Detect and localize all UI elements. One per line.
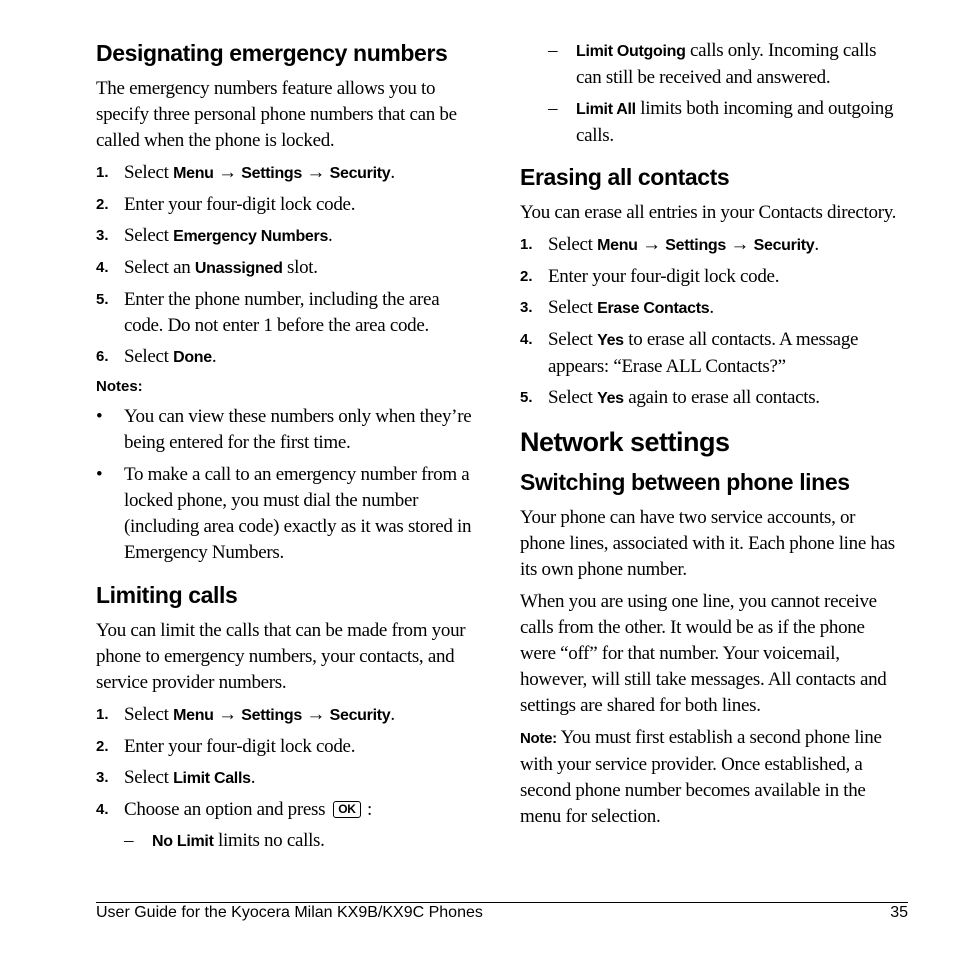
list-item: 4. Select Yes to erase all contacts. A message appears: “Erase ALL Contacts?” xyxy=(520,329,859,377)
list-item: 6. Select Done. xyxy=(96,346,217,367)
list-item: 2. Enter your four-digit lock code. xyxy=(520,266,780,287)
list-item: 3. Select Erase Contacts. xyxy=(520,297,714,318)
list-item: – Limit Outgoing calls only. Incoming calls can still be received and answered. xyxy=(548,38,904,91)
list-item: 3. Select Limit Calls. xyxy=(96,767,256,788)
list-item: 5. Enter the phone number, including the area code. Do not enter 1 before the area code. xyxy=(96,289,440,336)
note-label: Note: xyxy=(520,730,557,747)
left-column xyxy=(96,38,481,860)
list-item: 1. Select Menu → Settings → Security. xyxy=(96,704,395,725)
limiting-steps xyxy=(96,702,481,823)
list-item: 5. Select Yes again to erase all contacts. xyxy=(520,387,820,408)
dash-icon: – xyxy=(548,98,558,119)
emergency-steps xyxy=(96,160,481,371)
list-item: • To make a call to an emergency number from a locked phone, you must dial the number (including area code) exactly as it was stored in Emergency Numbers. xyxy=(96,462,481,566)
limiting-intro: You can limit the calls that can be made from your phone to emergency numbers, your contacts, and service provider numbers. xyxy=(96,620,466,693)
list-item: 4. Choose an option and press OK : xyxy=(96,799,373,820)
network-note: Note: You must first establish a second phone line with your service provider. Once established, a second phone number becomes available in the menu for selection. xyxy=(520,727,882,827)
network-para-2: When you are using one line, you cannot receive calls from the other. It would be as if the phone were “off” for that number. Your voicemail, however, will still take messages. All contacts and settings are shared for both lines. xyxy=(520,591,887,716)
right-column xyxy=(520,38,904,836)
dash-icon: – xyxy=(124,830,134,851)
dash-icon: – xyxy=(548,40,558,61)
list-item: 1. Select Menu → Settings → Security. xyxy=(96,162,395,183)
list-item: 2. Enter your four-digit lock code. xyxy=(96,736,356,757)
emergency-intro: The emergency numbers feature allows you to specify three personal phone numbers that can be called when the phone is locked. xyxy=(96,78,457,151)
network-para-1: Your phone can have two service accounts, or phone lines, associated with it. Each phone line has its own phone number. xyxy=(520,507,895,580)
list-item: – No Limit limits no calls. xyxy=(124,828,481,855)
notes-list xyxy=(96,404,481,566)
footer-divider xyxy=(96,902,908,903)
page-number: 35 xyxy=(890,904,908,921)
bullet-icon: • xyxy=(96,406,103,427)
list-item: • You can view these numbers only when they’re being entered for the first time. xyxy=(96,404,481,456)
list-item: 1. Select Menu → Settings → Security. xyxy=(520,234,819,255)
heading-emergency-numbers: Designating emergency numbers xyxy=(96,40,448,66)
ok-key-icon: OK xyxy=(333,801,360,818)
list-item: – Limit All limits both incoming and outgoing calls. xyxy=(548,96,904,149)
list-item: 3. Select Emergency Numbers. xyxy=(96,225,333,246)
bullet-icon: • xyxy=(96,464,103,485)
erasing-steps xyxy=(520,232,904,412)
list-item: 2. Enter your four-digit lock code. xyxy=(96,194,356,215)
notes-label: Notes: xyxy=(96,378,143,395)
heading-network-settings: Network settings xyxy=(520,427,730,457)
heading-switching-lines: Switching between phone lines xyxy=(520,469,850,495)
footer-title: User Guide for the Kyocera Milan KX9B/KX9C Phones xyxy=(96,904,483,921)
heading-erasing-contacts: Erasing all contacts xyxy=(520,164,730,190)
list-item: 4. Select an Unassigned slot. xyxy=(96,257,318,278)
erasing-intro: You can erase all entries in your Contacts directory. xyxy=(520,202,897,223)
heading-limiting-calls: Limiting calls xyxy=(96,582,238,608)
